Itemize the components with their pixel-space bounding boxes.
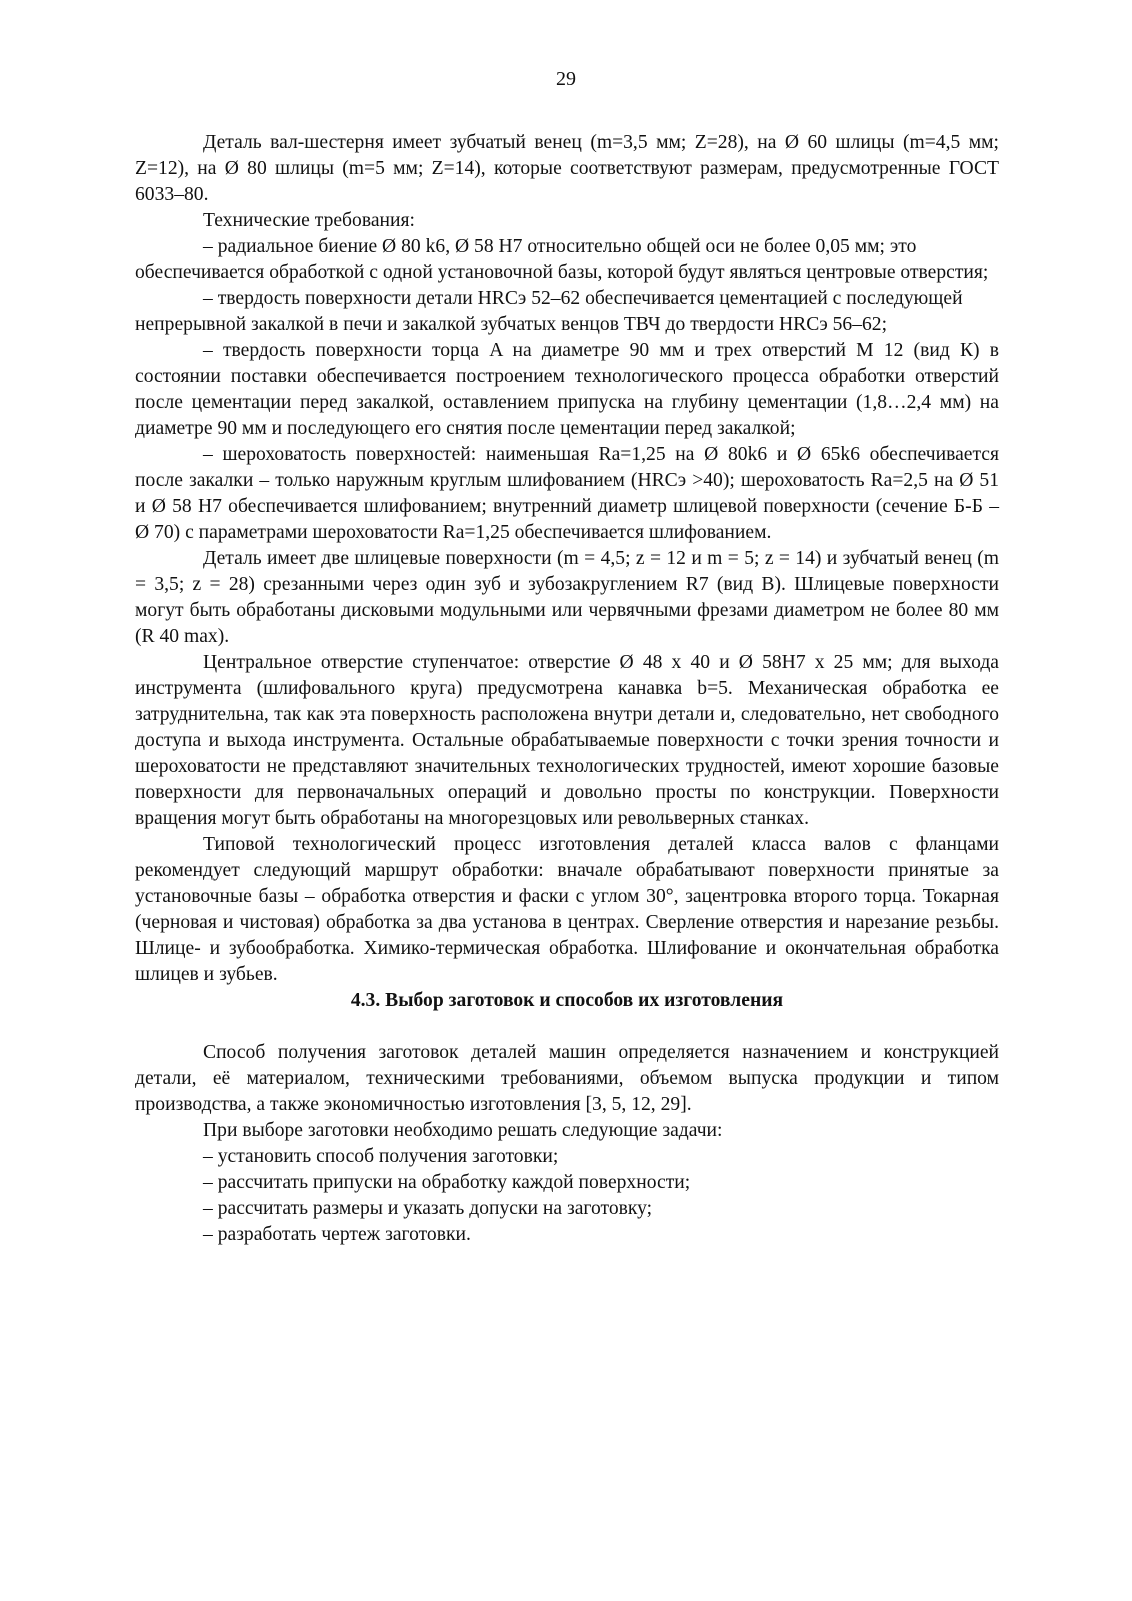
paragraph: Центральное отверстие ступенчатое: отверстие Ø 48 х 40 и Ø 58H7 х 25 мм; для выхода инструмента (шлифовального круга) предусмотрена канавка b=5. Механическая обработка ее затруднительна, так как эта поверхность расположена внутри детали и, следовательно, нет свободного доступа и выхода инструмента. Остальные обрабатываемые поверхности с точки зрения точности и шероховатости не представляют значительных технологических трудностей, имеют хорошие базовые поверхности для первоначальных операций и довольно просты по конструкции. Поверхности вращения могут быть обработаны на многорезцовых или револьверных станках. [135,652,999,829]
paragraph: Способ получения заготовок деталей машин определяется назначением и конструкцией детали, её материалом, техническими требованиями, объемом выпуска продукции и типом производства, а также экономичностью изготовления [3, 5, 12, 29]. [135,1042,999,1115]
section-heading: 4.3. Выбор заготовок и способов их изготовления [350,990,784,1011]
requirement-item: – твердость поверхности детали HRCэ 52–62 обеспечивается цементацией с последующей непрерывной закалкой в печи и закалкой зубчатых венцов ТВЧ до твердости HRCэ 56–62; [135,288,963,335]
list-item: – установить способ получения заготовки; [203,1146,559,1167]
paragraph: Деталь имеет две шлицевые поверхности (m = 4,5; z = 12 и m = 5; z = 14) и зубчатый венец (m = 3,5; z = 28) срезанными через один зуб и зубозакруглением R7 (вид В). Шлицевые поверхности могут быть обработаны дисковыми модульными или червячными фрезами диаметром не более 80 мм (R 40 max). [135,548,999,647]
requirement-item: – шероховатость поверхностей: наименьшая Ra=1,25 на Ø 80k6 и Ø 65k6 обеспечивается после закалки – только наружным круглым шлифованием (HRCэ >40); шероховатость Ra=2,5 на Ø 51 и Ø 58 H7 обеспечивается шлифованием; внутренний диаметр шлицевой поверхности (сечение Б-Б – Ø 70) с параметрами шероховатости Ra=1,25 обеспечивается шлифованием. [135,444,999,543]
requirement-item: – радиальное биение Ø 80 k6, Ø 58 H7 относительно общей оси не более 0,05 мм; это обеспечивается обработкой с одной установочной базы, которой будут являться центровые отверстия; [135,236,989,283]
list-item: – разработать чертеж заготовки. [203,1224,471,1245]
task-list [135,1144,999,1248]
page-content [135,130,999,1248]
list-item: – рассчитать припуски на обработку каждой поверхности; [203,1172,691,1193]
paragraph: Технические требования: [203,210,415,231]
paragraph: При выборе заготовки необходимо решать следующие задачи: [203,1120,723,1141]
requirement-item: – твердость поверхности торца A на диаметре 90 мм и трех отверстий M 12 (вид К) в состоянии поставки обеспечивается построением технологического процесса обработки отверстий после цементации перед закалкой, оставлением припуска на глубину цементации (1,8…2,4 мм) на диаметре 90 мм и последующего его снятия после цементации перед закалкой; [135,340,999,439]
paragraph: Деталь вал-шестерня имеет зубчатый венец (m=3,5 мм; Z=28), на Ø 60 шлицы (m=4,5 мм; Z=12), на Ø 80 шлицы (m=5 мм; Z=14), которые соответствуют размерам, предусмотренные ГОСТ 6033–80. [135,132,999,205]
list-item: – рассчитать размеры и указать допуски на заготовку; [203,1198,653,1219]
paragraph: Типовой технологический процесс изготовления деталей класса валов с фланцами рекомендует следующий маршрут обработки: вначале обрабатывают поверхности принятые за установочные базы – обработка отверстия и фаски с углом 30°, зацентровка второго торца. Токарная (черновая и чистовая) обработка за два установа в центрах. Сверление отверстия и нарезание резьбы. Шлице- и зубообработка. Химико-термическая обработка. Шлифование и окончательная обработка шлицев и зубьев. [135,834,999,985]
page-number: 29 [556,68,576,90]
